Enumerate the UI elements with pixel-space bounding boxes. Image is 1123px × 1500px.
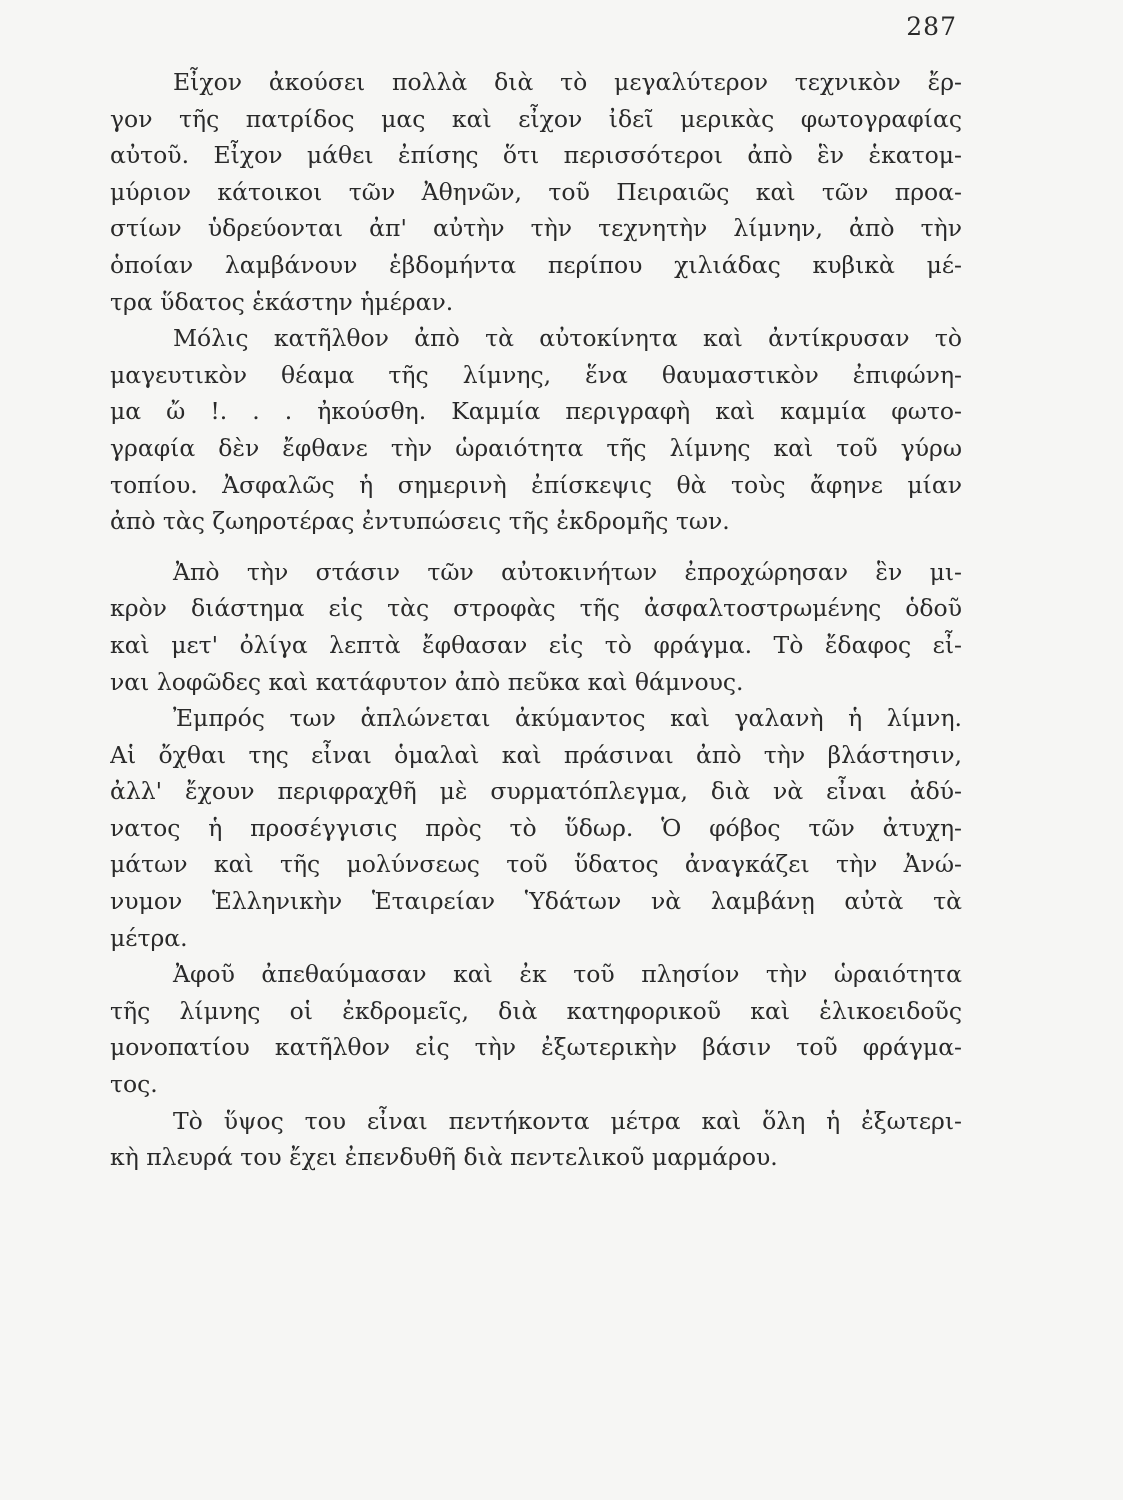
text-line: Αἱ ὄχθαι της εἶναι ὁμαλαὶ καὶ πράσιναι ἀπὸ τὴν βλάστησιν, [110, 740, 962, 769]
text-line: νυμον Ἑλληνικὴν Ἑταιρείαν Ὑδάτων νὰ λαμβάνῃ αὐτὰ τὰ [110, 887, 962, 916]
paragraph [110, 1103, 962, 1176]
text-line: μέτρα. [110, 923, 188, 952]
text-line: αὐτοῦ. Εἶχον μάθει ἐπίσης ὅτι περισσότεροι ἀπὸ ἓν ἑκατομ- [110, 141, 962, 170]
text-line: Μόλις κατῆλθον ἀπὸ τὰ αὐτοκίνητα καὶ ἀντίκρυσαν τὸ [173, 324, 962, 353]
text-line: μονοπατίου κατῆλθον εἰς τὴν ἐξωτερικὴν βάσιν τοῦ φράγμα- [110, 1033, 962, 1062]
text-line: ἀλλ' ἔχουν περιφραχθῆ μὲ συρματόπλεγμα, διὰ νὰ εἶναι ἀδύ- [110, 777, 962, 806]
text-line: τος. [110, 1070, 158, 1099]
body-text [110, 64, 962, 1176]
text-line: μάτων καὶ τῆς μολύνσεως τοῦ ὕδατος ἀναγκάζει τὴν Ἀνώ- [110, 850, 962, 879]
paragraph [110, 700, 962, 956]
paragraph [110, 64, 962, 320]
text-line: Τὸ ὕψος του εἶναι πεντήκοντα μέτρα καὶ ὅλη ἡ ἐξωτερι- [173, 1106, 962, 1135]
text-line: μαγευτικὸν θέαμα τῆς λίμνης, ἕνα θαυμαστικὸν ἐπιφώνη- [110, 360, 962, 389]
text-line: μύριον κάτοικοι τῶν Ἀθηνῶν, τοῦ Πειραιῶς καὶ τῶν προα- [110, 177, 962, 206]
text-line: κρὸν διάστημα εἰς τὰς στροφὰς τῆς ἀσφαλτοστρωμένης ὁδοῦ [110, 594, 962, 623]
text-line: Ἐμπρός των ἁπλώνεται ἀκύμαντος καὶ γαλανὴ ἡ λίμνη. [173, 704, 962, 733]
text-line: γον τῆς πατρίδος μας καὶ εἶχον ἰδεῖ μερικὰς φωτογραφίας [110, 104, 962, 133]
text-line: τῆς λίμνης οἱ ἐκδρομεῖς, διὰ κατηφορικοῦ καὶ ἑλικοειδοῦς [110, 996, 962, 1025]
text-line: ὁποίαν λαμβάνουν ἑβδομήντα περίπου χιλιάδας κυβικὰ μέ- [110, 250, 962, 279]
text-line: καὶ μετ' ὀλίγα λεπτὰ ἔφθασαν εἰς τὸ φράγμα. Τὸ ἔδαφος εἶ- [110, 630, 962, 659]
text-line: νατος ἡ προσέγγισις πρὸς τὸ ὕδωρ. Ὁ φόβος τῶν ἀτυχη- [110, 813, 962, 842]
text-line: Εἶχον ἀκούσει πολλὰ διὰ τὸ μεγαλύτερον τεχνικὸν ἔρ- [173, 68, 962, 96]
text-line: στίων ὑδρεύονται ἀπ' αὐτὴν τὴν τεχνητὴν λίμνην, ἀπὸ τὴν [110, 214, 962, 243]
text-line: τοπίου. Ἀσφαλῶς ἡ σημερινὴ ἐπίσκεψις θὰ τοὺς ἄφηνε μίαν [110, 470, 962, 499]
paragraph [110, 956, 962, 1102]
paragraph [110, 554, 962, 700]
text-line: γραφία δὲν ἔφθανε τὴν ὡραιότητα τῆς λίμνης καὶ τοῦ γύρω [110, 433, 962, 462]
text-line: κὴ πλευρά του ἔχει ἐπενδυθῆ διὰ πεντελικοῦ μαρμάρου. [110, 1143, 778, 1172]
text-line: Ἀφοῦ ἀπεθαύμασαν καὶ ἐκ τοῦ πλησίον τὴν ὡραιότητα [173, 960, 962, 989]
text-line: ἀπὸ τὰς ζωηροτέρας ἐντυπώσεις τῆς ἐκδρομῆς των. [110, 507, 730, 536]
text-line: τρα ὕδατος ἑκάστην ἡμέραν. [110, 287, 454, 316]
text-line: μα ὤ !. . . ἠκούσθη. Καμμία περιγραφὴ καὶ καμμία φωτο- [110, 397, 962, 426]
text-line: ναι λοφῶδες καὶ κατάφυτον ἀπὸ πεῦκα καὶ θάμνους. [110, 667, 744, 696]
paragraph [110, 320, 962, 540]
text-line: Ἀπὸ τὴν στάσιν τῶν αὐτοκινήτων ἐπροχώρησαν ἓν μι- [173, 557, 962, 586]
page-number: 287 [906, 12, 957, 41]
